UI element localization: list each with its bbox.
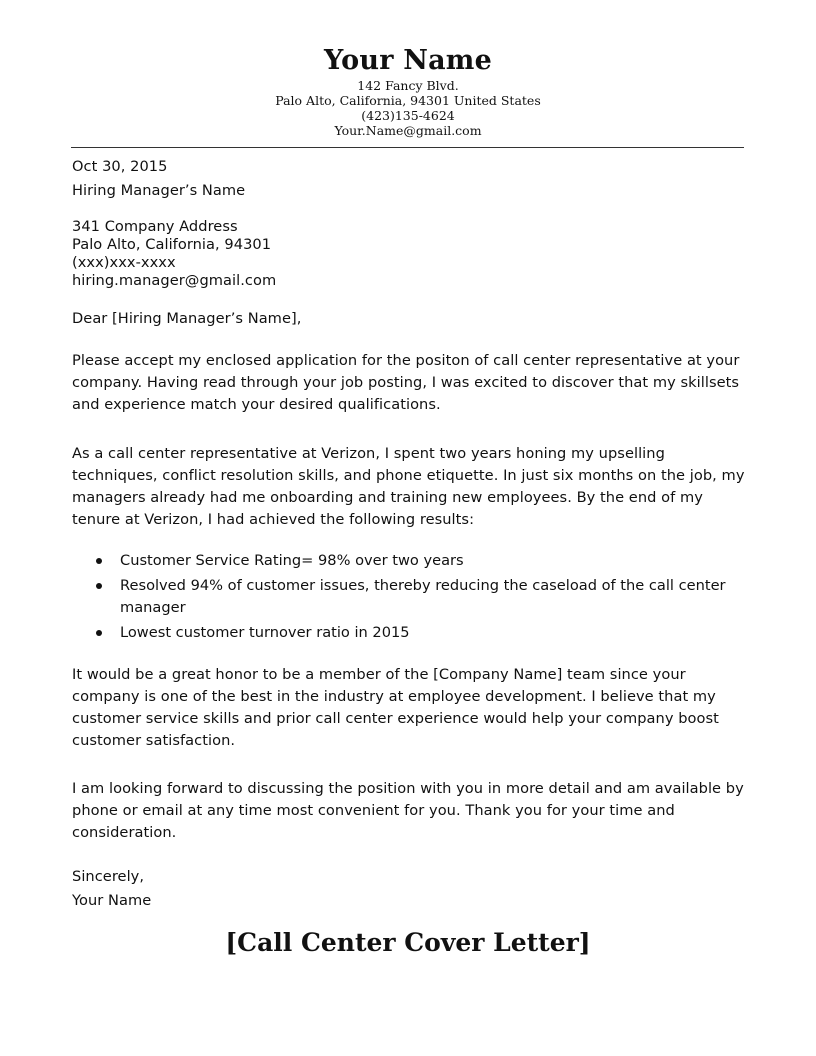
- letter-date: Oct 30, 2015: [72, 158, 168, 175]
- list-item: [72, 622, 748, 644]
- paragraph-text: As a call center representative at Verizon, I spent two years honing my upselling techniques, conflict resolution skills, and phone etiquette. In just six months on the job, my managers already had me onboarding and training new employees. By the end of my tenure at Verizon, I had achieved the following results:: [72, 445, 745, 528]
- paragraph-closing: [72, 778, 748, 844]
- bullet-icon: [96, 630, 102, 636]
- list-item-text: Customer Service Rating= 98% over two years: [120, 552, 464, 569]
- list-item: [72, 575, 748, 619]
- recipient-address-line: Palo Alto, California, 94301: [72, 236, 272, 253]
- header-divider: [71, 147, 744, 148]
- closing: Sincerely,: [72, 868, 145, 885]
- recipient-address: [72, 218, 748, 290]
- signature-name: Your Name: [72, 892, 152, 909]
- sender-email: Your.Name@gmail.com: [334, 123, 482, 138]
- sender-name: Your Name: [324, 45, 492, 76]
- paragraph-text: Please accept my enclosed application for the positon of call center representative at your company. Having read through your job posting, I was excited to discover that my skillsets and experience match your desired qualifications.: [72, 352, 740, 413]
- document-title: [Call Center Cover Letter]: [225, 928, 591, 957]
- letterhead: [72, 44, 744, 138]
- recipient-phone: (xxx)xxx-xxxx: [72, 254, 176, 271]
- sender-phone: (423)135-4624: [361, 108, 455, 123]
- paragraph-experience: [72, 443, 748, 531]
- list-item-text: Lowest customer turnover ratio in 2015: [120, 624, 410, 641]
- sender-address-line2: Palo Alto, California, 94301 United States: [275, 93, 541, 108]
- recipient-address-line: 341 Company Address: [72, 218, 238, 235]
- sender-address-line1: 142 Fancy Blvd.: [357, 78, 459, 93]
- paragraph-text: I am looking forward to discussing the position with you in more detail and am available by phone or email at any time most convenient for you. Thank you for your time and consideration.: [72, 780, 744, 841]
- paragraph-text: It would be a great honor to be a member of the [Company Name] team since your company is one of the best in the industry at employee development. I believe that my customer service skills and prior call center experience would help your company boost customer satisfaction.: [72, 666, 719, 749]
- paragraph-intro: [72, 350, 748, 416]
- recipient-email: hiring.manager@gmail.com: [72, 272, 277, 289]
- bullet-icon: [96, 558, 102, 564]
- paragraph-motivation: [72, 664, 748, 752]
- results-list: [72, 550, 748, 647]
- salutation: Dear [Hiring Manager’s Name],: [72, 310, 302, 327]
- list-item-text: Resolved 94% of customer issues, thereby reducing the caseload of the call center manager: [120, 577, 726, 616]
- recipient-name: Hiring Manager’s Name: [72, 182, 246, 199]
- bullet-icon: [96, 583, 102, 589]
- list-item: [72, 550, 748, 572]
